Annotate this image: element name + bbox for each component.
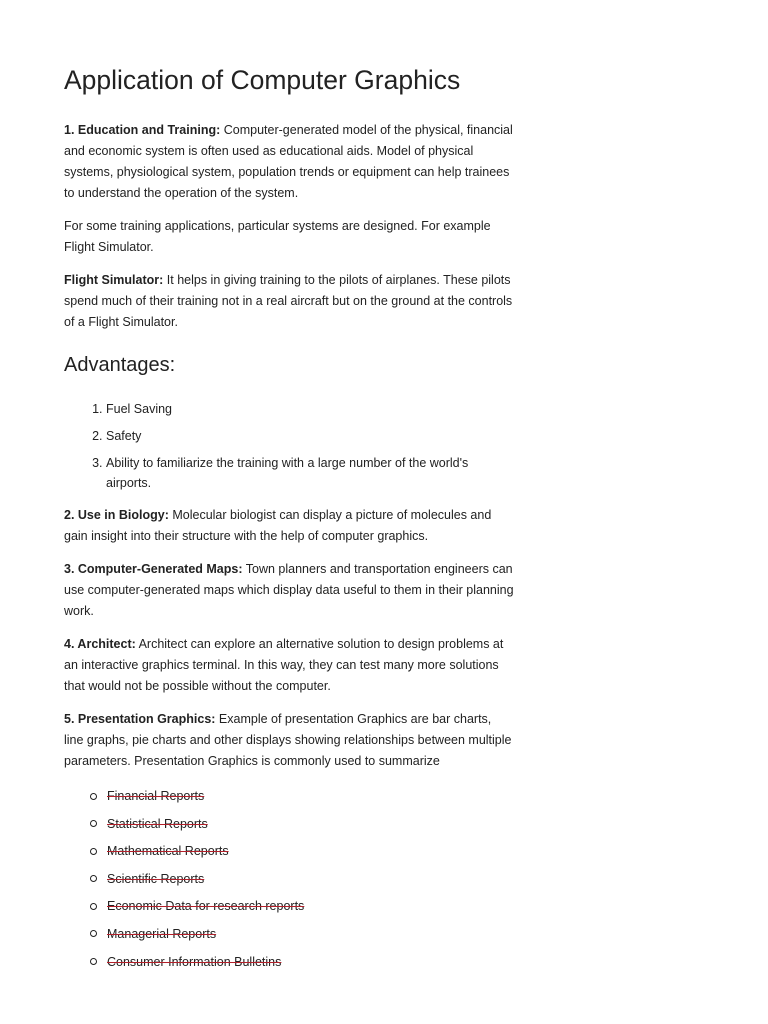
advantage-item: 3. Ability to familiarize the training with a large number of the world's airports. <box>106 453 514 493</box>
report-link[interactable]: Statistical Reports <box>107 816 208 831</box>
circle-bullet-icon <box>90 903 97 910</box>
report-link[interactable]: Managerial Reports <box>107 926 217 941</box>
advantages-list <box>64 399 514 493</box>
list-item <box>90 786 514 806</box>
report-link[interactable]: Scientific Reports <box>107 871 205 886</box>
list-item <box>90 952 514 972</box>
list-item <box>90 814 514 834</box>
circle-bullet-icon <box>90 958 97 965</box>
architect-text: Architect can explore an alternative solution to design problems at an interactive graphics terminal. In this way, they can test many more solutions that would not be possible without the computer. <box>64 637 504 693</box>
presentation-text: Example of presentation Graphics are bar charts, line graphs, pie charts and other displays showing relationships between multiple parameters. Presentation Graphics is commonly used to summarize <box>64 712 512 768</box>
maps-heading: 3. Computer-Generated Maps: <box>64 562 243 576</box>
list-item <box>90 841 514 861</box>
reports-list <box>64 786 514 972</box>
maps-text: Town planners and transportation engineers can use computer-generated maps which display data useful to them in their planning work. <box>64 562 514 618</box>
architect-heading: 4. Architect: <box>64 637 136 651</box>
list-item <box>90 869 514 889</box>
advantages-heading: Advantages: <box>64 354 176 376</box>
education-paragraph <box>64 120 514 204</box>
architect-paragraph <box>64 634 514 697</box>
circle-bullet-icon <box>90 848 97 855</box>
list-item <box>90 924 514 944</box>
flight-simulator-heading: Flight Simulator: <box>64 273 164 287</box>
circle-bullet-icon <box>90 793 97 800</box>
report-link[interactable]: Mathematical Reports <box>107 844 229 859</box>
flight-simulator-text: It helps in giving training to the pilots of airplanes. These pilots spend much of their training not in a real aircraft but on the ground at the controls of a Flight Simulator. <box>64 273 513 329</box>
circle-bullet-icon <box>90 820 97 827</box>
circle-bullet-icon <box>90 875 97 882</box>
maps-paragraph <box>64 559 514 622</box>
education-text: Computer-generated model of the physical, financial and economic system is often used as educational aids. Model of physical systems, physiological system, population trends or equipment can help trainees to understand the operation of the system. <box>64 123 513 200</box>
report-link[interactable]: Consumer Information Bulletins <box>107 954 282 969</box>
biology-paragraph <box>64 505 514 547</box>
list-item <box>90 896 514 916</box>
flight-simulator-paragraph <box>64 270 514 333</box>
circle-bullet-icon <box>90 930 97 937</box>
biology-text: Molecular biologist can display a picture of molecules and gain insight into their structure with the help of computer graphics. <box>64 508 492 543</box>
report-link[interactable]: Financial Reports <box>107 789 205 803</box>
presentation-paragraph <box>64 709 514 772</box>
education-heading: 1. Education and Training: <box>64 123 221 137</box>
advantage-item: 2. Safety <box>106 426 514 446</box>
page-title: Application of Computer Graphics <box>64 65 461 95</box>
training-paragraph: For some training applications, particular systems are designed. For example Flight Simulator. <box>64 219 491 254</box>
article-content <box>64 62 514 972</box>
presentation-heading: 5. Presentation Graphics: <box>64 712 216 726</box>
report-link[interactable]: Economic Data for research reports <box>107 899 305 914</box>
advantage-item: 1. Fuel Saving <box>106 399 514 419</box>
biology-heading: 2. Use in Biology: <box>64 508 169 522</box>
